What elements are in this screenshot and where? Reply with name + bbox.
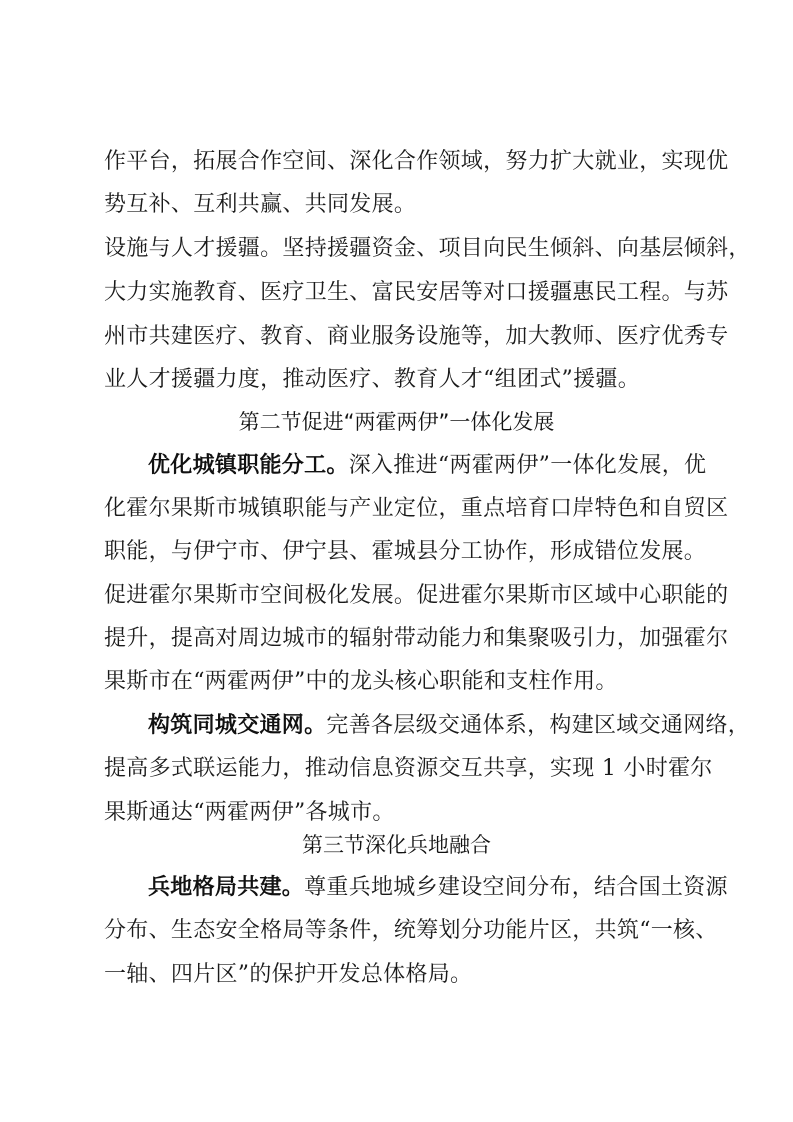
paragraph-line: 业人才援疆力度，推动医疗、教育人才“组团式”援疆。 <box>104 367 640 392</box>
paragraph-line: 职能，与伊宁市、伊宁县、霍城县分工协作，形成错位发展。 <box>104 539 707 564</box>
paragraph-line: 促进霍尔果斯市空间极化发展。促进霍尔果斯市区域中心职能的 <box>104 583 729 608</box>
paragraph-line: 设施与人才援疆。坚持援疆资金、项目向民生倾斜、向基层倾斜， <box>104 236 751 261</box>
paragraph-line: 果斯市在“两霍两伊”中的龙头核心职能和支柱作用。 <box>104 669 618 694</box>
paragraph-lead: 构筑同城交通网。 <box>148 713 327 738</box>
paragraph-line <box>148 451 748 481</box>
paragraph-line: 作平台，拓展合作空间、深化合作领域，努力扩大就业，实现优 <box>104 149 729 174</box>
paragraph-lead: 优化城镇职能分工。 <box>148 453 349 478</box>
section-heading: 第三节深化兵地融合 <box>302 833 491 857</box>
paragraph-line: 大力实施教育、医疗卫生、富民安居等对口援疆惠民工程。与苏 <box>104 280 729 305</box>
paragraph-line <box>148 873 748 903</box>
paragraph-line: 果斯通达“两霍两伊”各城市。 <box>104 800 395 825</box>
paragraph-line: 化霍尔果斯市城镇职能与产业定位，重点培育口岸特色和自贸区 <box>104 496 729 521</box>
paragraph-line: 分布、生态安全格局等条件，统筹划分功能片区，共筑“一核、 <box>104 918 718 943</box>
paragraph-text: 完善各层级交通体系，构建区域交通网络， <box>326 713 751 738</box>
paragraph-line: 一轴、四片区”的保护开发总体格局。 <box>104 962 473 987</box>
paragraph-line: 州市共建医疗、教育、商业服务设施等，加大教师、医疗优秀专 <box>104 324 729 349</box>
paragraph-lead: 兵地格局共建。 <box>148 875 305 900</box>
paragraph-line: 提升，提高对周边城市的辐射带动能力和集聚吸引力，加强霍尔 <box>104 626 729 651</box>
paragraph-line <box>148 711 751 741</box>
paragraph-text: 深入推进“两霍两伊”一体化发展，优 <box>348 453 707 478</box>
paragraph-line: 提高多式联运能力，推动信息资源交互共享，实现 1 小时霍尔 <box>104 756 713 781</box>
section-heading: 第二节促进“两霍两伊”一体化发展 <box>238 410 555 434</box>
paragraph-text: 尊重兵地城乡建设空间分布，结合国土资源 <box>304 875 728 900</box>
paragraph-line: 势互补、互利共赢、共同发展。 <box>104 192 417 217</box>
